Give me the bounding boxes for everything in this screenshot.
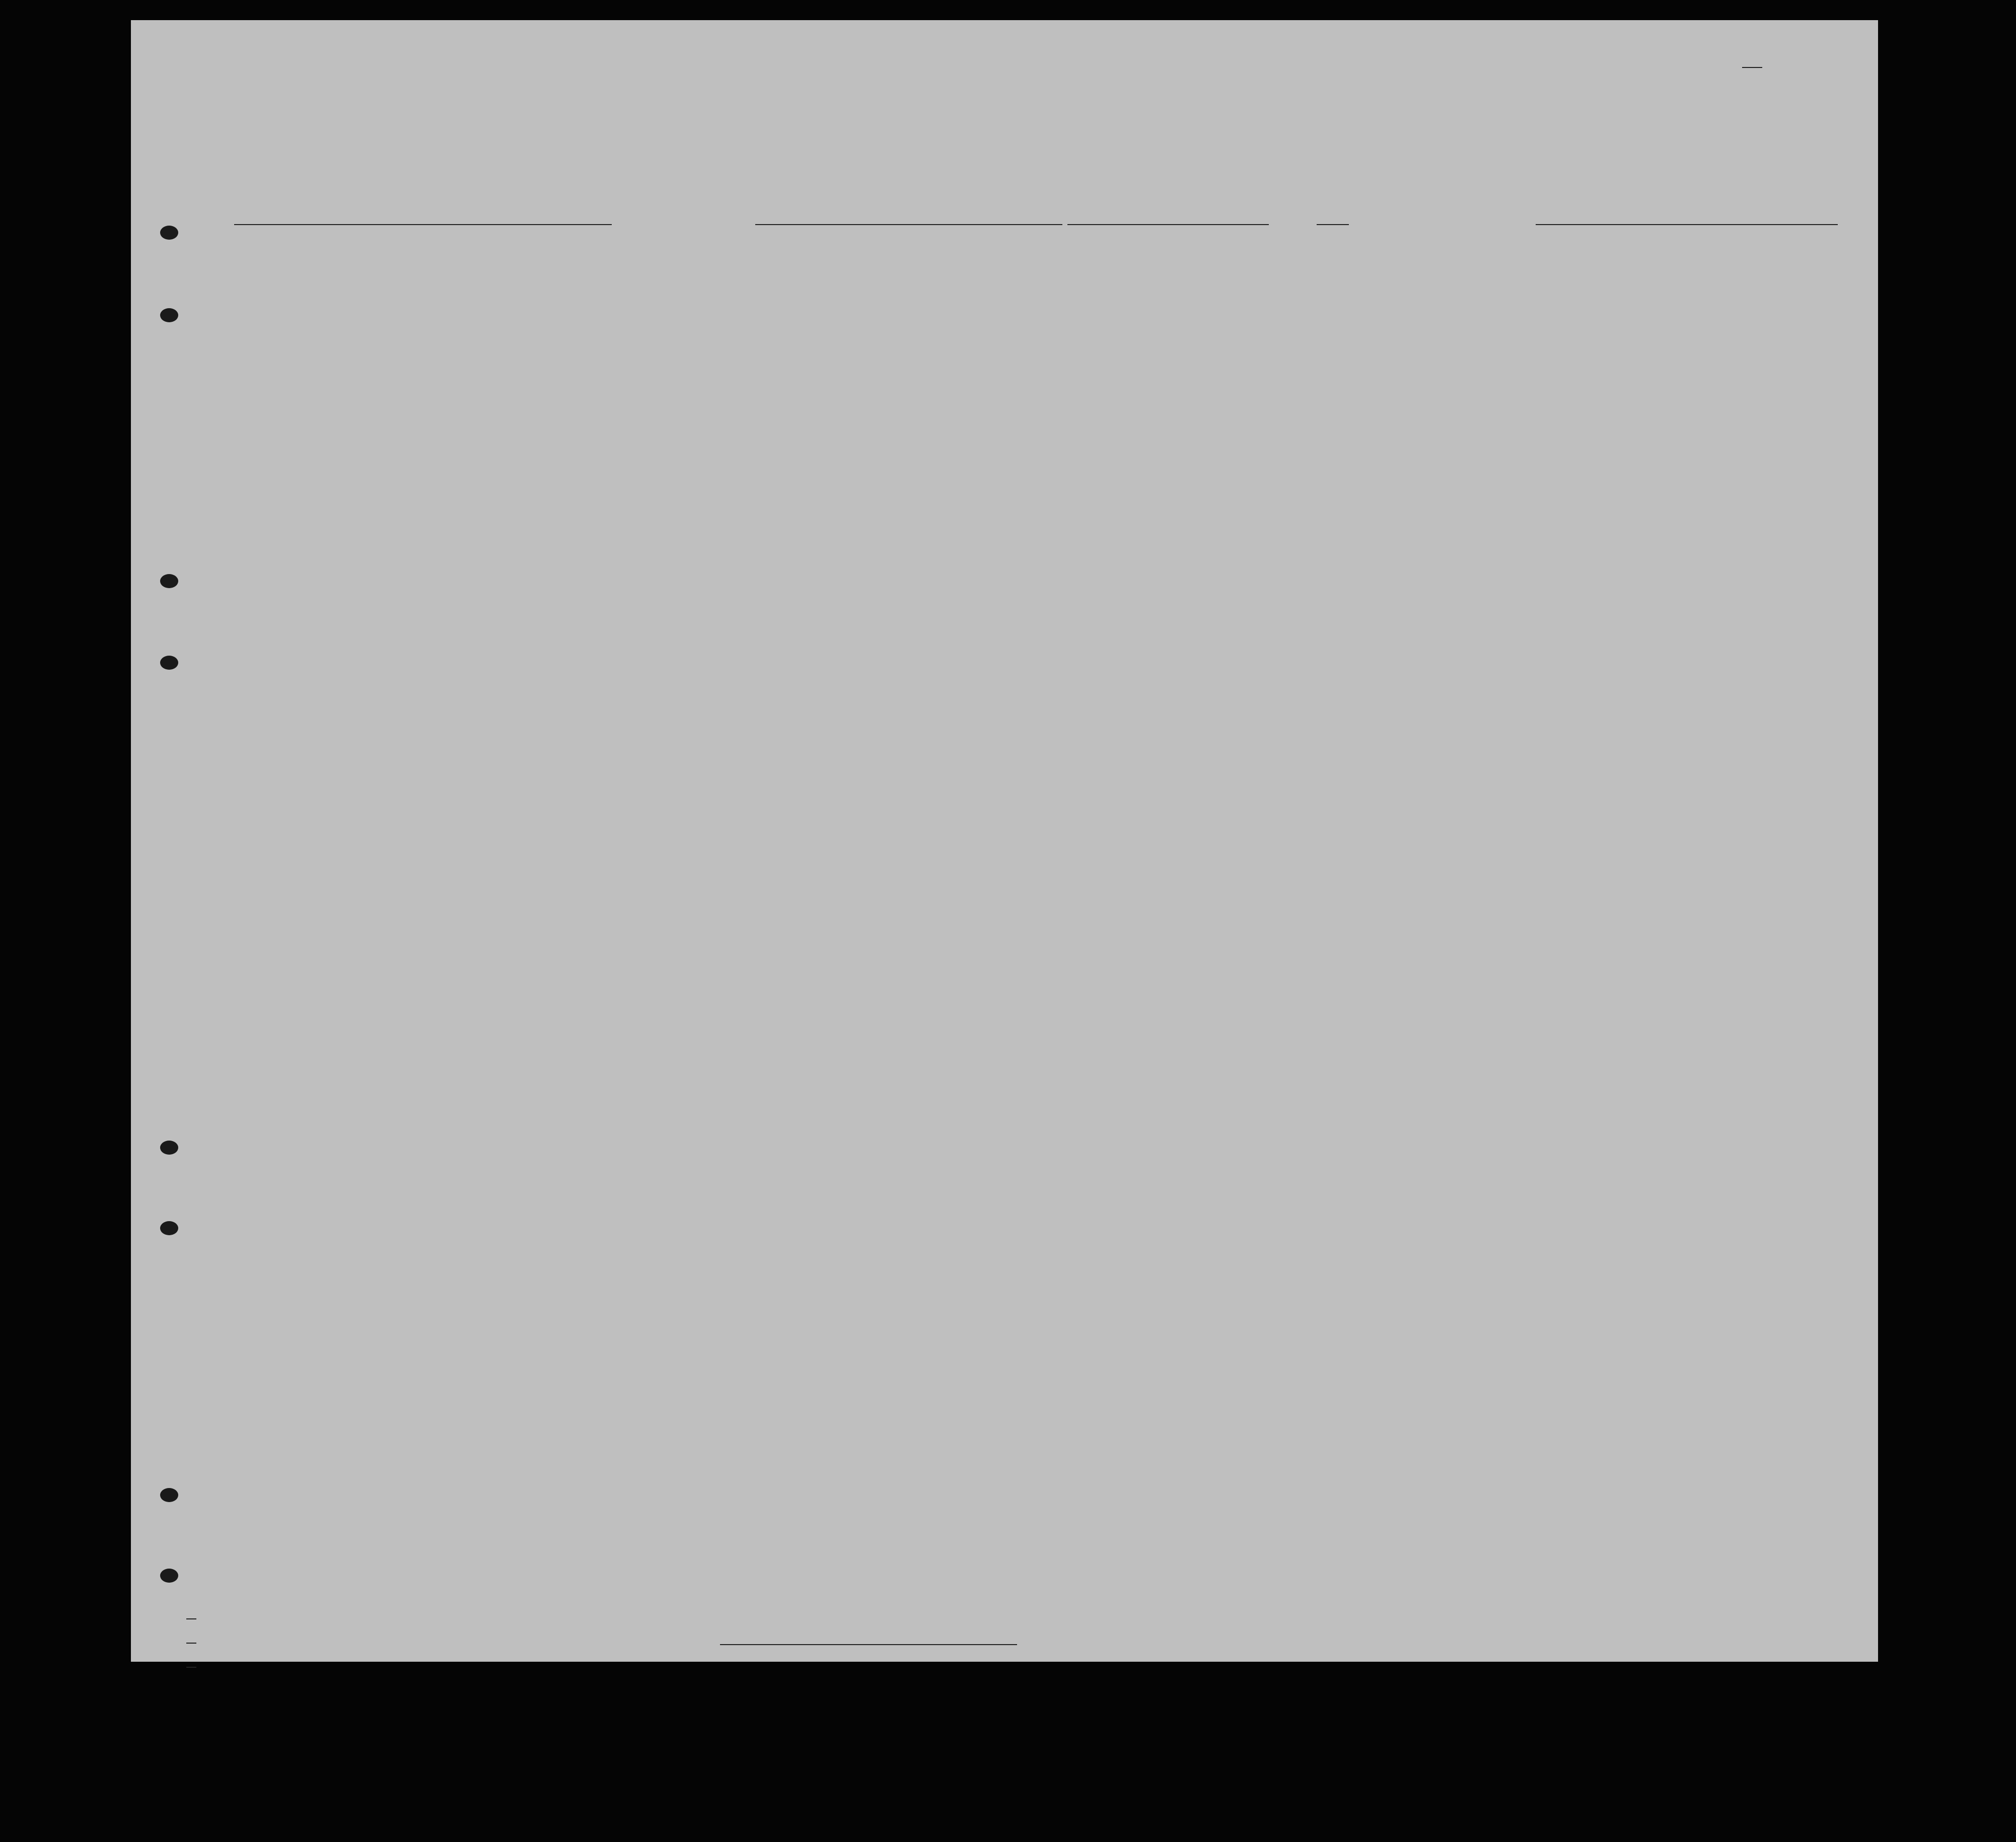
agents-value	[186, 1652, 196, 1668]
agents-field	[186, 1652, 196, 1667]
manifest-sheet	[131, 20, 1878, 1662]
binder-hole	[160, 1221, 178, 1235]
owners-field	[186, 1628, 196, 1643]
arriving-port	[755, 199, 1062, 225]
binder-hole	[160, 1569, 178, 1583]
binder-hole	[160, 574, 178, 588]
vessel-name	[234, 199, 612, 225]
from-port	[1536, 199, 1838, 225]
binder-hole	[160, 656, 178, 670]
arrival-date	[1067, 199, 1269, 225]
owners-value	[186, 1628, 196, 1644]
sheet-number	[1742, 49, 1762, 67]
binder-hole	[160, 308, 178, 322]
line-field	[186, 1604, 196, 1619]
binder-hole	[160, 1141, 178, 1155]
line-value	[186, 1604, 196, 1619]
binder-hole	[160, 226, 178, 240]
sheet-number-value	[1742, 49, 1762, 68]
vessel-line	[166, 199, 1833, 239]
arrival-year	[1317, 199, 1349, 225]
binder-hole	[160, 1488, 178, 1502]
inspector-signature-block	[720, 1614, 1017, 1647]
